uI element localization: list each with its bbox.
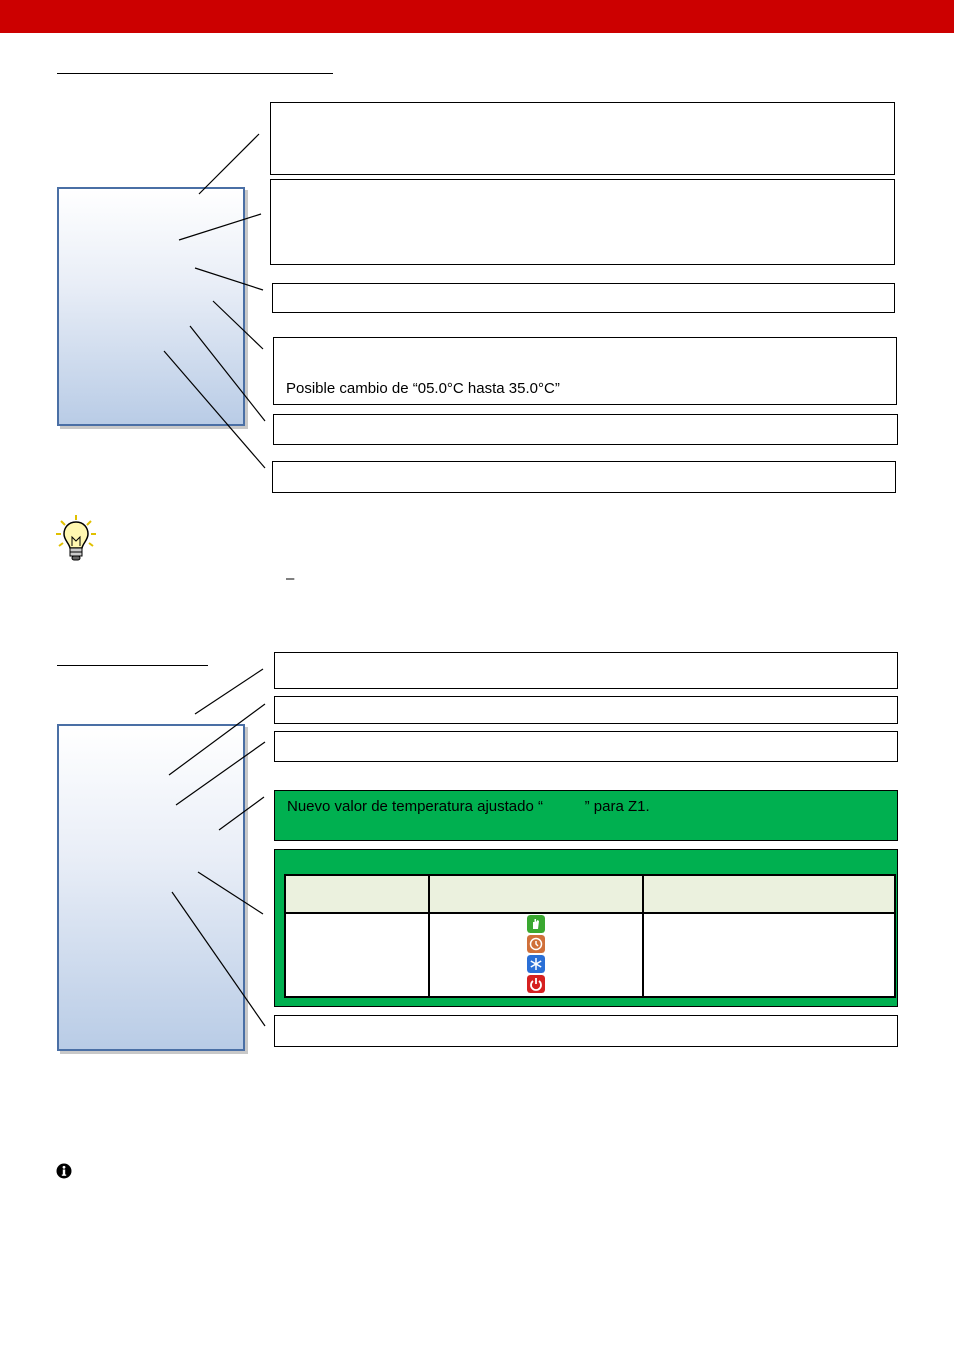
mode-table — [284, 874, 896, 998]
mode-table-cell-1 — [285, 913, 429, 997]
mode-table-header-row — [285, 875, 895, 913]
clock-icon — [527, 935, 545, 953]
snowflake-icon — [527, 955, 545, 973]
section1-callout-5 — [273, 414, 898, 445]
section2-green-callout — [274, 790, 898, 841]
leader-line — [195, 669, 263, 714]
green-note: Nuevo valor de temperatura ajustado “ ” para Z1. — [287, 798, 650, 815]
section1-heading-underline — [57, 73, 333, 74]
mode-table-header-cell-2 — [429, 875, 643, 913]
mode-table-cell-icons — [429, 913, 643, 997]
section1-callout-3 — [272, 283, 895, 313]
hand-icon — [527, 915, 545, 933]
leader-line — [199, 134, 259, 194]
lightbulb-icon — [55, 513, 97, 563]
section1-display-panel — [57, 187, 245, 426]
section1-callout-range — [273, 337, 897, 405]
mode-table-header-cell-3 — [643, 875, 895, 913]
section2-callout-3 — [274, 731, 898, 762]
section2-heading-underline — [57, 665, 208, 666]
section1-callout-2 — [270, 179, 895, 265]
header-bar — [0, 0, 954, 33]
section2-callout-2 — [274, 696, 898, 724]
info-icon — [56, 1163, 72, 1179]
section1-callout-6 — [272, 461, 896, 493]
mode-table-body-row — [285, 913, 895, 997]
section2-callout-last — [274, 1015, 898, 1047]
range-note: Posible cambio de “05.0°C hasta 35.0°C” — [286, 380, 560, 397]
power-icon — [527, 975, 545, 993]
mode-table-header-cell-1 — [285, 875, 429, 913]
tip-dash: – — [286, 570, 295, 587]
section1-callout-1 — [270, 102, 895, 175]
section2-display-panel — [57, 724, 245, 1051]
section2-callout-1 — [274, 652, 898, 689]
mode-table-cell-3 — [643, 913, 895, 997]
